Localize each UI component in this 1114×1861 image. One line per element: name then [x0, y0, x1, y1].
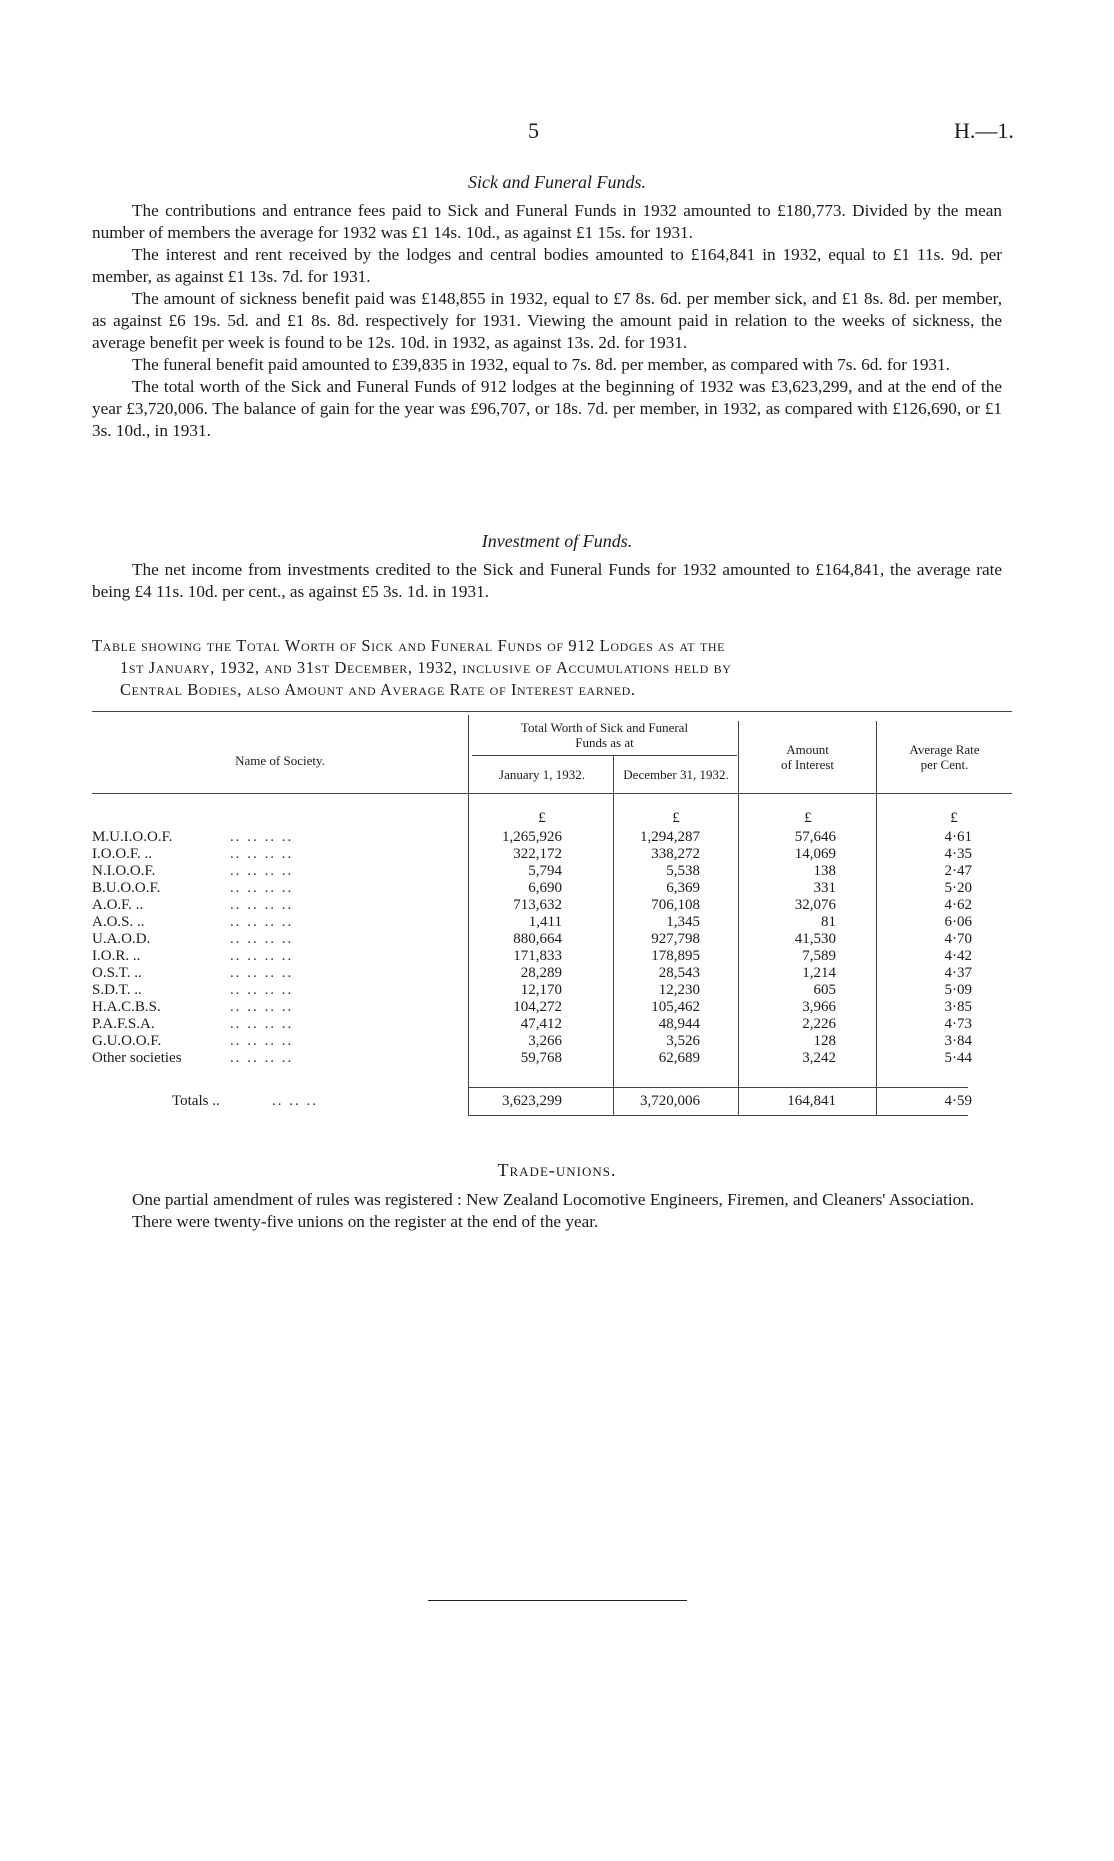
header-amount-interest: Amount of Interest — [780, 742, 835, 772]
table-row: N.I.O.O.F. .. .. .. .. 5,794 5,538 138 2·47 — [92, 863, 972, 879]
table-row: I.O.O.F. .. .. .. .. .. 322,172 338,272 14,069 4·35 — [92, 846, 972, 862]
paragraph: One partial amendment of rules was registered : New Zealand Locomotive Engineers, Firemen, and Cleaners' Association. — [132, 1190, 975, 1209]
section-title-trade-unions: Trade-unions. — [497, 1160, 617, 1180]
unit-interest: £ — [804, 810, 812, 826]
paragraph: The contributions and entrance fees paid to Sick and Funeral Funds in 1932 amounted to £180,773. Divided by the mean number of members the average for 1932 was £1 14s. 10d., as against £1 15s. for 1931. — [92, 201, 1002, 242]
header-jan-1932: January 1, 1932. — [499, 767, 585, 782]
funds-table — [92, 711, 1012, 1126]
table-row: G.U.O.O.F. .. .. .. .. 3,266 3,526 128 3·84 — [92, 1033, 972, 1049]
page-header — [0, 118, 1114, 148]
header-average-rate: Average Rate per Cent. — [909, 742, 980, 772]
paragraph: The funeral benefit paid amounted to £39,835 in 1932, equal to 7s. 8d. per member, as compared with 7s. 6d. for 1931. — [132, 355, 950, 374]
unit-dec: £ — [672, 810, 680, 826]
table-top-rule — [92, 711, 1012, 712]
table-row: M.U.I.O.O.F. .. .. .. .. 1,265,926 1,294,287 57,646 4·61 — [92, 829, 972, 845]
paragraph: There were twenty-five unions on the register at the end of the year. — [132, 1212, 599, 1231]
table-row: S.D.T. .. .. .. .. .. 12,170 12,230 605 5·09 — [92, 982, 972, 998]
header-dec-1932: December 31, 1932. — [623, 767, 729, 782]
section-title-sick-funeral: Sick and Funeral Funds. — [468, 172, 646, 192]
section-body-sick-funeral — [92, 200, 1002, 442]
table-row: H.A.C.B.S. .. .. .. .. 104,272 105,462 3,966 3·85 — [92, 999, 972, 1015]
table-row: B.U.O.O.F. .. .. .. .. 6,690 6,369 331 5·20 — [92, 880, 972, 896]
header-subrule — [472, 755, 737, 756]
table-totals-row: Totals .. .. .. .. 3,623,299 3,720,006 164,841 4·59 — [172, 1093, 972, 1109]
caption-line: 1st January, 1932, and 31st December, 1932, inclusive of Accumulations held by — [120, 658, 732, 677]
section-body-investment — [92, 559, 1002, 603]
section-title-investment: Investment of Funds. — [481, 531, 633, 551]
table-row: I.O.R. .. .. .. .. .. 171,833 178,895 7,589 4·42 — [92, 948, 972, 964]
table-row: Other societies .. .. .. .. 59,768 62,689 3,242 5·44 — [92, 1050, 972, 1066]
totals-top-rule — [468, 1087, 968, 1088]
closing-rule — [428, 1600, 687, 1601]
table-row: A.O.S. .. .. .. .. .. 1,411 1,345 81 6·06 — [92, 914, 972, 930]
unit-jan: £ — [538, 810, 546, 826]
table-caption — [92, 635, 1002, 701]
table-row: P.A.F.S.A. .. .. .. .. 47,412 48,944 2,226 4·73 — [92, 1016, 972, 1032]
paragraph: The amount of sickness benefit paid was £148,855 in 1932, equal to £7 8s. 6d. per member sick, and £1 8s. 8d. per member, as against £6 19s. 5d. and £1 8s. 8d. respectively for 1931. Viewing the amount paid in relation to the weeks of sickness, the average benefit per week is found to be 12s. 10d. in 1932, as against 13s. 2d. for 1931. — [92, 289, 1002, 352]
header-name-of-society: Name of Society. — [235, 753, 325, 768]
header-total-worth: Total Worth of Sick and Funeral Funds as at — [520, 720, 689, 750]
table-row: U.A.O.D. .. .. .. .. 880,664 927,798 41,530 4·70 — [92, 931, 972, 947]
paragraph: The interest and rent received by the lodges and central bodies amounted to £164,841 in 1932, equal to £1 11s. 9d. per member, as against £1 13s. 7d. for 1931. — [92, 245, 1002, 286]
paragraph: The net income from investments credited to the Sick and Funeral Funds for 1932 amounted to £164,841, the average rate being £4 11s. 10d. per cent., as against £5 3s. 1d. in 1931. — [92, 560, 1002, 601]
unit-rate: £ — [950, 810, 958, 826]
table-row: O.S.T. .. .. .. .. .. 28,289 28,543 1,214 4·37 — [92, 965, 972, 981]
caption-line: Table showing the Total Worth of Sick and Funeral Funds of 912 Lodges as at the — [92, 636, 726, 655]
page-number: 5 — [528, 118, 539, 143]
header-bottom-rule — [92, 793, 1012, 794]
caption-line: Central Bodies, also Amount and Average Rate of Interest earned. — [120, 680, 636, 699]
paragraph: The total worth of the Sick and Funeral Funds of 912 lodges at the beginning of 1932 was £3,623,299, and at the end of the year £3,720,006. The balance of gain for the year was £96,707, or 18s. 7d. per member, in 1932, as compared with £126,690, or £1 3s. 10d., in 1931. — [92, 377, 1002, 440]
section-body-trade-unions — [92, 1189, 1002, 1233]
table-row: A.O.F. .. .. .. .. .. 713,632 706,108 32,076 4·62 — [92, 897, 972, 913]
totals-bottom-rule — [468, 1115, 968, 1116]
document-reference: H.—1. — [954, 118, 1014, 143]
